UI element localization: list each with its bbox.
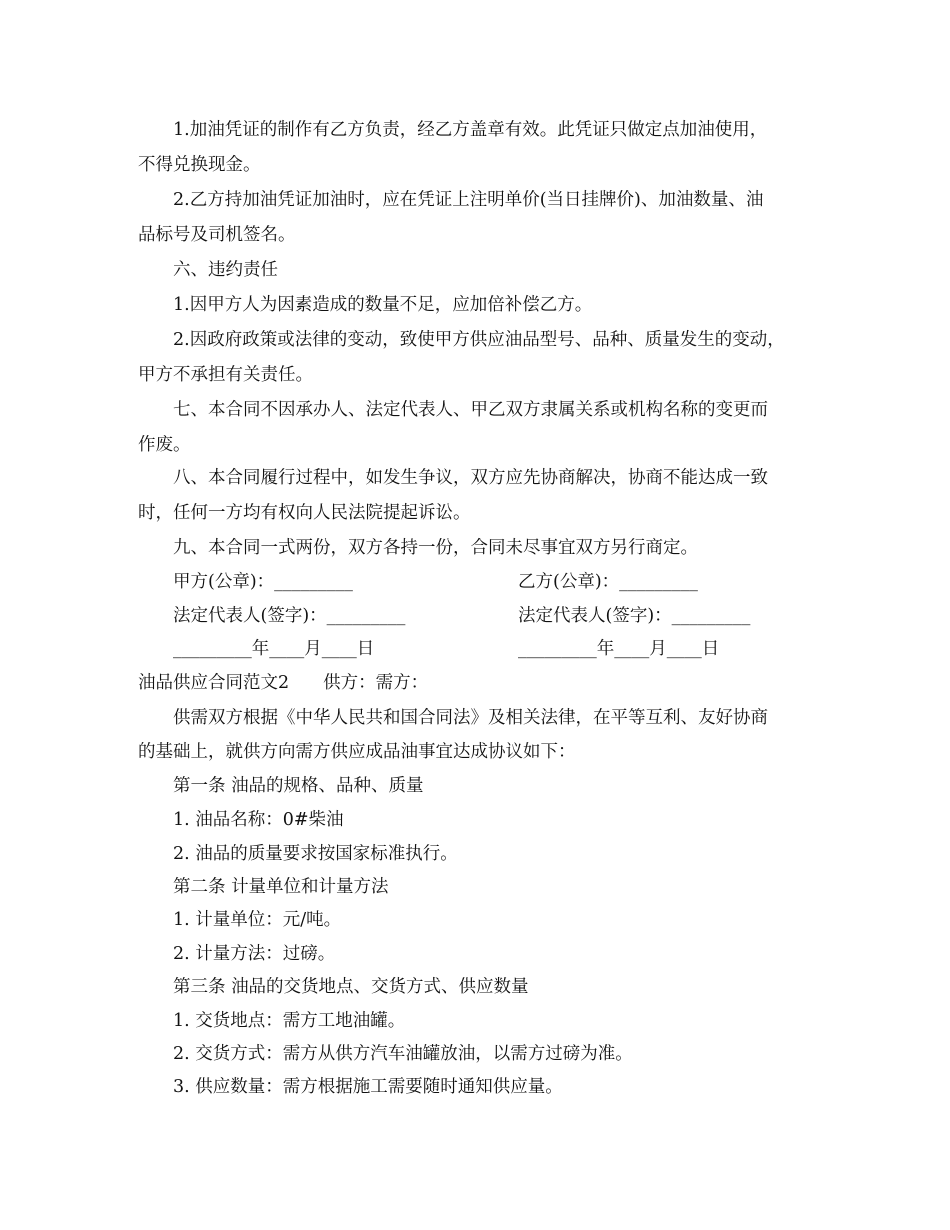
list-item: 2. 计量方法：过磅。 [173,944,336,964]
paragraph-line: 时，任何一方均有权向人民法院提起诉讼。 [138,503,471,523]
paragraph-line: 品标号及司机签名。 [138,225,296,245]
list-item: 1. 油品名称：0#柴油 [173,810,344,830]
list-item: 2. 油品的质量要求按国家标准执行。 [173,844,458,864]
contract2-title: 油品供应合同范文2 [138,673,290,693]
paragraph-line: 九、本合同一式两份，双方各持一份，合同未尽事宜双方另行商定。 [173,538,698,558]
paragraph-line: 1.因甲方人为因素造成的数量不足，应加倍补偿乙方。 [173,295,593,315]
article-heading: 第二条 计量单位和计量方法 [173,877,389,897]
paragraph-line: 作废。 [138,435,191,455]
article-heading: 第一条 油品的规格、品种、质量 [173,776,424,796]
list-item: 1. 计量单位：元/吨。 [173,910,342,930]
paragraph-line: 甲方不承担有关责任。 [138,365,313,385]
section-heading: 六、违约责任 [173,260,278,280]
party-a-date: _________年____月____日 [173,639,375,659]
paragraph-line: 七、本合同不因承办人、法定代表人、甲乙双方隶属关系或机构名称的变更而 [173,400,768,420]
paragraph-line: 2.因政府政策或法律的变动，致使甲方供应油品型号、品种、质量发生的变动， [173,330,785,350]
party-b-seal: 乙方(公章)：_________ [518,572,698,592]
party-b-date: _________年____月____日 [518,639,720,659]
list-item: 3. 供应数量：需方根据施工需要随时通知供应量。 [173,1077,563,1097]
contract2-parties: 供方：需方： [323,673,429,693]
party-b-representative: 法定代表人(签字)：_________ [518,606,751,626]
paragraph-line: 1.加油凭证的制作有乙方负责，经乙方盖章有效。此凭证只做定点加油使用， [173,120,768,140]
paragraph-line: 供需双方根据《中华人民共和国合同法》及相关法律，在平等互利、友好协商 [173,708,768,728]
party-a-seal: 甲方(公章)：_________ [173,572,353,592]
paragraph-line: 2.乙方持加油凭证加油时，应在凭证上注明单价(当日挂牌价)、加油数量、油 [173,190,764,210]
paragraph-line: 不得兑换现金。 [138,155,261,175]
party-a-representative: 法定代表人(签字)：_________ [173,606,406,626]
list-item: 1. 交货地点：需方工地油罐。 [173,1011,406,1031]
contract2-header [138,671,428,695]
paragraph-line: 的基础上，就供方向需方供应成品油事宜达成协议如下： [138,742,576,762]
article-heading: 第三条 油品的交货地点、交货方式、供应数量 [173,977,529,997]
paragraph-line: 八、本合同履行过程中，如发生争议，双方应先协商解决，协商不能达成一致 [173,468,768,488]
list-item: 2. 交货方式：需方从供方汽车油罐放油，以需方过磅为准。 [173,1044,633,1064]
